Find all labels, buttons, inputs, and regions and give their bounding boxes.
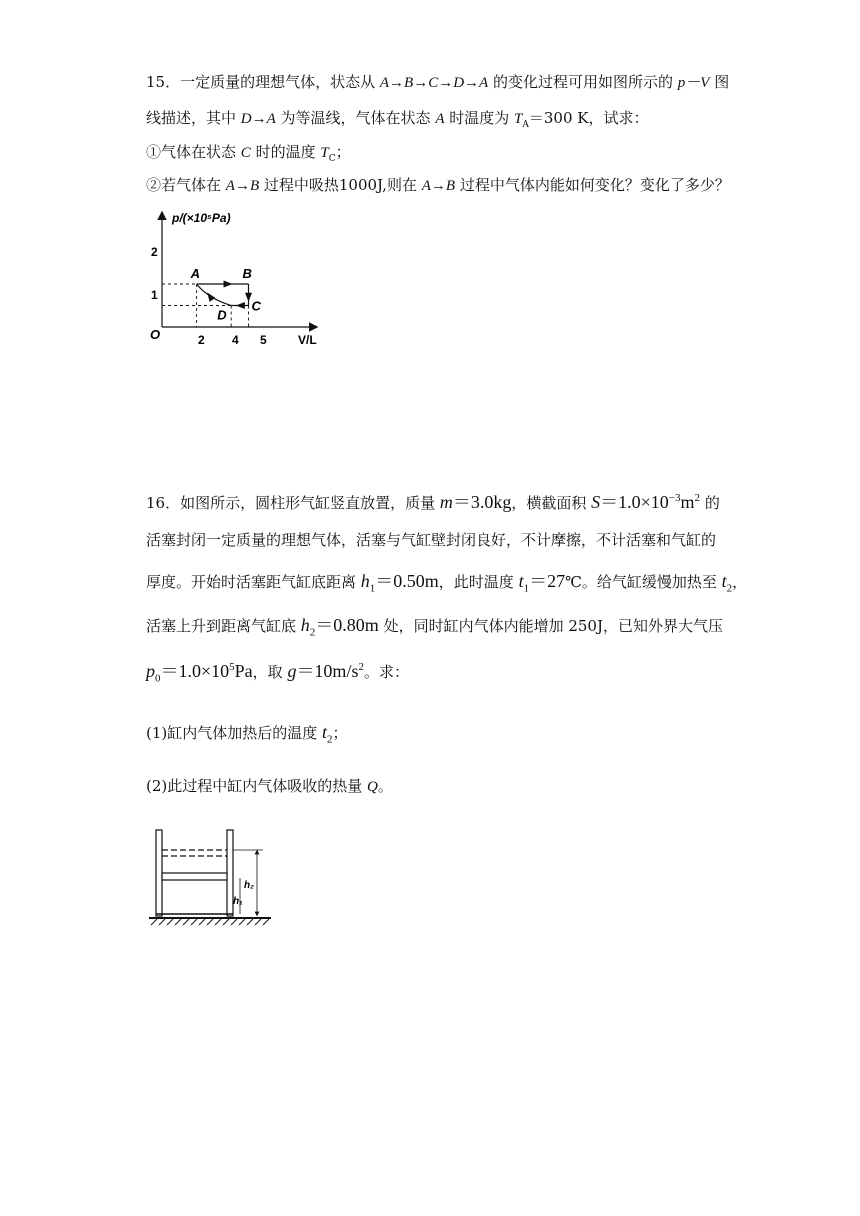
cylinder-left-wall <box>156 830 162 916</box>
q16-line-4: 活塞上升到距离气缸底 $h_2=0.80m$ 处，同时缸内气体内能增加 250J，已知外界大气压 <box>146 615 723 639</box>
x-axis-label: V/L <box>298 333 317 347</box>
q15-line-2: 线描述，其中 D→A 为等温线，气体在状态 A 时温度为 $T_A=300$ K，试求： <box>146 109 649 130</box>
q15-subquestion-2: ②若气体在 A→B 过程中吸热1000J,则在 A→B 过程中气体内能如何变化？变化了多少？ <box>146 176 730 194</box>
point-label-c: C <box>251 298 261 314</box>
point-label-d: D <box>217 307 227 323</box>
q15-line-1: 15．一定质量的理想气体，状态从 A→B→C→D→A 的变化过程可用如图所示的 p－V 图 <box>146 73 730 91</box>
arrow-d-a <box>204 290 215 301</box>
q15-number: 15． <box>146 73 181 91</box>
q16-part-1: (1)缸内气体加热后的温度 $t_2$； <box>146 722 348 746</box>
pv-diagram <box>140 205 340 355</box>
cylinder-diagram <box>145 826 280 926</box>
q16-number: 16． <box>146 494 181 512</box>
q16-line-2: 活塞封闭一定质量的理想气体，活塞与气缸壁封闭良好，不计摩擦，不计活塞和气缸的 <box>146 531 717 549</box>
q16-line-5: $p_0=1.0\times 10^5Pa$，取 $g=10m/s^2$。求： <box>146 661 409 685</box>
x-tick-4: 4 <box>232 333 239 347</box>
point-label-b: B <box>242 266 252 281</box>
origin-label: O <box>150 327 161 342</box>
h2-label: h₂ <box>244 880 254 891</box>
x-tick-2: 2 <box>198 333 205 347</box>
y-tick-2: 2 <box>151 245 158 259</box>
ground-hatching <box>151 919 269 925</box>
isotherm-d-a <box>197 284 232 306</box>
q15-subquestion-1: ①气体在状态 C 时的温度 $T_C$； <box>146 143 351 164</box>
x-tick-5: 5 <box>260 333 267 347</box>
y-tick-1: 1 <box>151 288 158 302</box>
y-axis-label: p/(×10⁵Pa) <box>172 211 231 225</box>
arrow-c-d <box>236 302 245 309</box>
q16-line-1: 16．如图所示，圆柱形气缸竖直放置，质量 m＝3.0kg，横截面积 $S=1.0\times 10^{-3}m^2$ 的 <box>146 492 720 512</box>
q16-line-3: 厚度。开始时活塞距气缸底距离 $h_1=0.50m$，此时温度 $t_1=27℃$。给气缸缓慢加热至 $t_2$， <box>146 571 748 595</box>
q16-part-2: (2)此过程中缸内气体吸收的热量 Q。 <box>146 777 393 795</box>
piston <box>162 873 227 880</box>
h1-label: h₁ <box>233 896 243 907</box>
point-label-a: A <box>190 266 200 281</box>
arrow-a-b <box>224 281 233 288</box>
